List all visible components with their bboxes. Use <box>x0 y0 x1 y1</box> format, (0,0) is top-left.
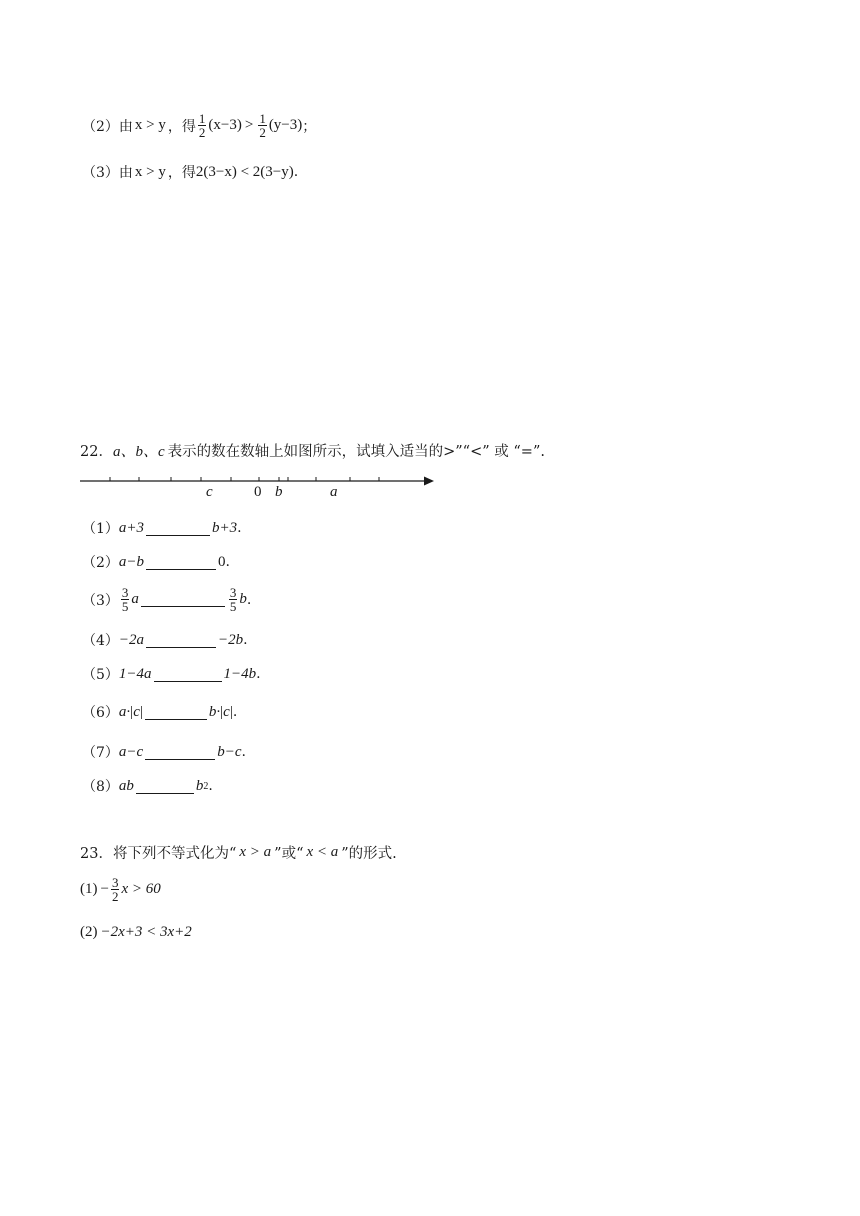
q22-item-8 <box>82 776 213 796</box>
q22-item-4-label: （4） <box>82 633 119 649</box>
q22-item-1-left: a+3 <box>118 519 145 536</box>
q22-item-4 <box>82 630 248 650</box>
q22-item-3-frac-left: $\frac{3}{5}$ <box>121 585 129 614</box>
answer-blank-6[interactable] <box>145 705 207 720</box>
number-line-label-0: 0 <box>254 484 262 500</box>
q21-p2-rel: > <box>244 117 254 133</box>
q21-p2-lead: （2）由 <box>82 118 133 135</box>
answer-blank-3[interactable] <box>141 592 225 607</box>
answer-blank-1[interactable] <box>146 521 210 536</box>
q22-item-3-end: . <box>246 591 252 608</box>
q23-title <box>80 842 397 863</box>
q22-item-7-label: （7） <box>82 745 119 761</box>
q22-item-5-end: . <box>256 666 261 682</box>
q21-p2-half-left: $\frac{1}{2}$ <box>198 111 206 140</box>
q22-item-2-label: （2） <box>82 555 119 571</box>
q23-item-2-expr: −2x+3 < 3x+2 <box>100 924 192 940</box>
q22-item-6 <box>82 702 237 722</box>
q23-title-num: 23． <box>80 846 113 862</box>
q23-title-a: 将下列不等式化为“ <box>112 846 237 862</box>
q21-p2-rhs: (y−3) <box>268 117 303 133</box>
q22-item-3-left: a <box>131 591 139 607</box>
q22-title-vars: a、b、c <box>112 444 165 460</box>
q23-item-1-expr: x > 60 <box>121 881 161 897</box>
abs-bar: | <box>220 703 224 720</box>
q22-item-5-right: 1−4b <box>223 665 257 682</box>
q22-item-2-end: . <box>225 554 230 570</box>
q21-part2 <box>82 112 316 139</box>
q21-part3 <box>82 162 298 182</box>
q23-item-2-label: (2) <box>80 924 98 940</box>
q21-p2-mid: ，得 <box>167 118 196 135</box>
q22-item-4-left: −2a <box>118 631 145 648</box>
q23-item-1 <box>80 876 161 903</box>
q21-p3-end: . <box>293 164 299 180</box>
q21-p3-lead: （3）由 <box>82 165 133 181</box>
number-line-label-b: b <box>275 484 283 500</box>
q23-item-1-neg: − <box>100 881 109 897</box>
q21-p3-mid: ，得 <box>167 165 196 181</box>
q22-item-1-label: （1） <box>82 521 119 537</box>
answer-blank-2[interactable] <box>146 555 216 570</box>
q22-item-7-left: a−c <box>118 743 144 760</box>
q22-item-6-right-abs: c <box>223 703 230 720</box>
q22-item-3 <box>82 586 251 613</box>
q23-title-c: ”的形式. <box>341 846 397 862</box>
q22-item-6-left-a: a· <box>118 703 131 720</box>
q23-title-b: ”或“ <box>274 846 304 862</box>
q21-p2-cond: x > y <box>134 117 166 133</box>
q22-item-5-label: （5） <box>82 667 119 683</box>
q22-item-7-end: . <box>241 744 246 760</box>
q22-item-2-right: 0 <box>218 553 226 570</box>
q22-item-4-right: −2b <box>218 631 244 648</box>
q22-item-6-label: （6） <box>82 705 119 721</box>
q22-item-7 <box>82 742 246 762</box>
answer-blank-8[interactable] <box>136 779 194 794</box>
answer-blank-4[interactable] <box>146 633 216 648</box>
q22-item-6-left-abs: c <box>133 703 140 720</box>
q22-item-5-left: 1−4a <box>118 665 152 682</box>
q23-item-1-label: (1) <box>80 881 98 897</box>
q23-form1: x > a <box>239 844 272 860</box>
q22-item-3-frac-right: $\frac{3}{5}$ <box>229 585 237 614</box>
q22-item-6-end: . <box>232 704 238 720</box>
q23-form2: x < a <box>306 844 339 860</box>
answer-blank-5[interactable] <box>154 667 222 682</box>
q22-item-3-right: b <box>239 591 247 607</box>
q22-item-4-end: . <box>243 632 248 648</box>
q22-item-8-right-exp: 2 <box>203 780 209 792</box>
abs-bar: | <box>139 703 143 720</box>
q22-item-3-label: （3） <box>82 592 119 609</box>
q22-title-text: 表示的数在数轴上如图所示，试填入适当的>”“<” 或 “=”. <box>167 444 545 460</box>
q22-item-5 <box>82 664 261 684</box>
q22-item-1-end: . <box>237 520 242 536</box>
q22-item-8-end: . <box>208 778 213 794</box>
q22-item-6-right-b: b· <box>208 703 221 720</box>
q23-item-1-frac: $\frac{3}{2}$ <box>111 875 119 904</box>
q22-item-8-label: （8） <box>82 779 119 795</box>
q23-item-2 <box>80 924 192 941</box>
q21-p3-cond: x > y <box>134 163 166 180</box>
q22-item-1 <box>82 518 242 538</box>
number-line-label-c: c <box>206 484 213 500</box>
q22-item-7-right: b−c <box>217 743 242 760</box>
q21-p2-end: ； <box>302 118 317 135</box>
q22-item-2-left: a−b <box>118 553 145 570</box>
q22-item-8-right-base: b <box>195 777 204 794</box>
q22-item-2 <box>82 552 230 572</box>
abs-bar: | <box>130 703 134 720</box>
q22-title-num: 22． <box>80 444 113 460</box>
q22-item-8-left: ab <box>118 777 134 794</box>
q21-p2-half-right: $\frac{1}{2}$ <box>259 111 266 140</box>
number-line-label-a: a <box>330 484 338 500</box>
q22-item-1-right: b+3 <box>212 519 238 536</box>
answer-blank-7[interactable] <box>145 745 215 760</box>
q22-title <box>80 440 545 461</box>
q21-p2-lhs: (x−3) <box>208 117 242 133</box>
q21-p3-expr: 2(3−x) < 2(3−y) <box>195 163 294 180</box>
abs-bar: | <box>229 703 233 720</box>
